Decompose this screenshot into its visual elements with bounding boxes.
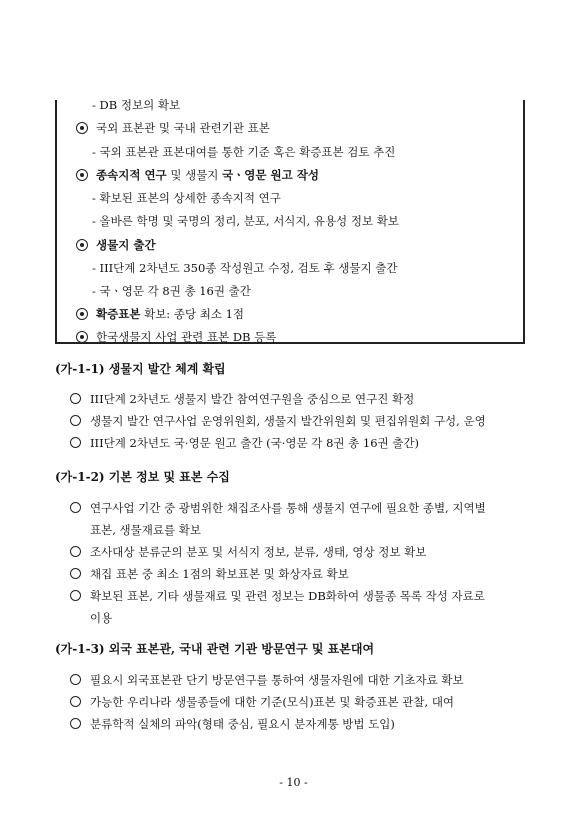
section-heading: (가-1-2) 기본 정보 및 표본 수집: [55, 470, 230, 484]
list-item-continuation: 이용: [90, 611, 113, 625]
list-item: 가능한 우리나라 생물종들에 대한 기준(모식)표본 및 확증표본 관찰, 대여: [70, 694, 454, 710]
filled-circle-bullet-icon: [76, 331, 88, 343]
filled-circle-bullet-icon: [76, 239, 88, 251]
list-item: III단계 2차년도 생물지 발간 참여연구원을 중심으로 연구진 확정: [70, 391, 414, 407]
box-line: - 국외 표본관 표본대여를 통한 기준 혹은 확증표본 검토 추진: [92, 145, 396, 159]
box-line: - 국ㆍ영문 각 8권 총 16권 출간: [92, 284, 251, 298]
hollow-circle-bullet-icon: [70, 696, 81, 707]
hollow-circle-bullet-icon: [70, 718, 81, 729]
box-line: - 올바른 학명 및 국명의 정리, 분포, 서식지, 유용성 정보 확보: [92, 214, 399, 228]
filled-circle-bullet-icon: [76, 169, 88, 181]
hollow-circle-bullet-icon: [70, 674, 81, 685]
hollow-circle-bullet-icon: [70, 502, 81, 513]
box-line: - III단계 2차년도 350종 작성원고 수정, 검토 후 생물지 출간: [92, 261, 398, 275]
hollow-circle-bullet-icon: [70, 437, 81, 448]
box-bullet-line: 한국생물지 사업 관련 표본 DB 등록: [76, 329, 276, 345]
section-heading: (가-1-1) 생물지 발간 체계 확립: [55, 362, 226, 376]
list-item: 채집 표본 중 최소 1점의 확보표본 및 화상자료 확보: [70, 566, 349, 582]
list-item: 생물지 발간 연구사업 운영위원회, 생물지 발간위원회 및 편집위원회 구성, 운영: [70, 413, 486, 429]
box-bullet-line: 종속지적 연구 및 생물지 국ㆍ영문 원고 작성: [76, 167, 319, 183]
box-bullet-line: 생물지 출간: [76, 237, 156, 253]
list-item: 연구사업 기간 중 광범위한 채집조사를 통해 생물지 연구에 필요한 종별, 지역별: [70, 500, 486, 516]
hollow-circle-bullet-icon: [70, 415, 81, 426]
filled-circle-bullet-icon: [76, 122, 88, 134]
box-bullet-line: 국외 표본관 및 국내 관련기관 표본: [76, 120, 270, 136]
hollow-circle-bullet-icon: [70, 590, 81, 601]
box-line: - DB 정보의 확보: [92, 98, 181, 112]
box-line: - 확보된 표본의 상세한 종속지적 연구: [92, 191, 281, 205]
hollow-circle-bullet-icon: [70, 393, 81, 404]
list-item: 필요시 외국표본관 단기 방문연구를 통하여 생물자원에 대한 기초자료 확보: [70, 672, 464, 688]
filled-circle-bullet-icon: [76, 308, 88, 320]
box-bullet-line: 확증표본 확보: 종당 최소 1점: [76, 306, 244, 322]
list-item: 확보된 표본, 기타 생물재료 및 관련 정보는 DB화하여 생물종 목록 작성 자료로: [70, 588, 485, 604]
list-item: 분류학적 실체의 파악(형태 중심, 필요시 분자계통 방법 도입): [70, 716, 395, 732]
list-item: 조사대상 분류군의 분포 및 서식지 정보, 분류, 생태, 영상 정보 확보: [70, 544, 426, 560]
hollow-circle-bullet-icon: [70, 546, 81, 557]
hollow-circle-bullet-icon: [70, 568, 81, 579]
page-number: - 10 -: [279, 776, 308, 789]
section-heading: (가-1-3) 외국 표본관, 국내 관련 기관 방문연구 및 표본대여: [55, 642, 375, 656]
list-item-continuation: 표본, 생물재료를 확보: [90, 523, 201, 537]
list-item: III단계 2차년도 국·영문 원고 출간 (국·영문 각 8권 총 16권 출간): [70, 435, 419, 451]
